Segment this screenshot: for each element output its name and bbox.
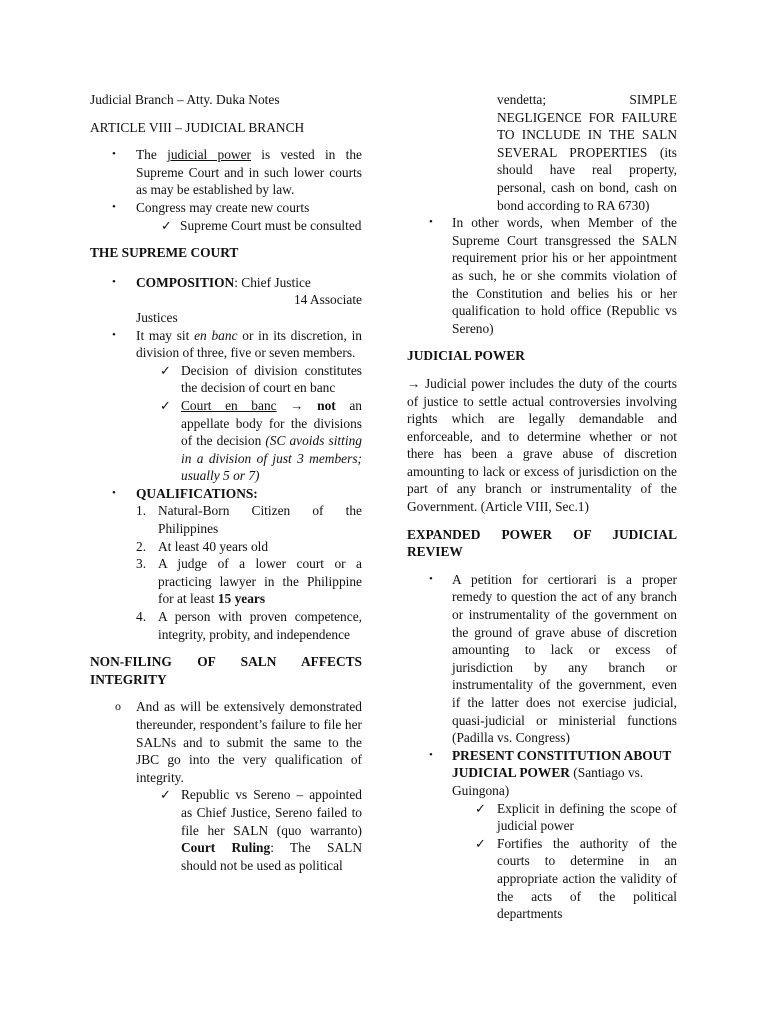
list-item: • COMPOSITION: Chief Justice 14 Associate Justices — [112, 274, 362, 325]
check-icon: ✓ — [475, 800, 486, 816]
circle-bullet-icon: o — [115, 699, 121, 714]
list-item: ✓ Court en banc → not an appellate body for the divisions of the decision (SC avoids sitting in a division of just 3 members; usually 5 or 7) — [160, 397, 362, 484]
list-item: 1. Natural-Born Citizen of the Philippines — [136, 503, 362, 537]
list-item-continuation: vendetta; SIMPLE NEGLIGENCE FOR FAILURE TO INCLUDE IN THE SALN SEVERAL PROPERTIES (its should have real property, personal, cash on bond, cash on bond according to RA 6730) — [497, 92, 677, 213]
bullet-icon: • — [429, 572, 433, 585]
check-icon: ✓ — [160, 362, 171, 378]
expanded-power-heading: EXPANDED POWER OF JUDICIAL REVIEW — [407, 526, 677, 560]
list-item: ✓ Decision of division constitutes the decision of court en banc — [160, 362, 362, 396]
list-item: o And as will be extensively demonstrated thereunder, respondent’s failure to file her SALNs and to submit the same to the JBC go into the very qualification of integrity. — [115, 699, 362, 785]
bullet-icon: • — [112, 328, 116, 341]
bullet-icon: • — [112, 148, 116, 161]
bullet-icon: • — [112, 200, 116, 213]
list-item: ✓ Republic vs Sereno – appointed as Chief Justice, Sereno failed to file her SALN (quo warranto) Court Ruling: The SALN should not be used as political — [160, 787, 362, 873]
bullet-icon: • — [429, 216, 433, 229]
check-icon: ✓ — [160, 787, 171, 803]
list-item: • The judicial power is vested in the Supreme Court and in such lower courts as may be established by law. — [112, 147, 362, 198]
right-column — [407, 91, 677, 923]
supreme-court-heading: THE SUPREME COURT — [90, 245, 239, 261]
list-number: 3. — [136, 556, 147, 572]
document-title: Judicial Branch – Atty. Duka Notes — [90, 92, 280, 107]
list-item: ✓ Fortifies the authority of the courts to determine in an appropriate action the validity of the acts of the political departments — [475, 835, 677, 922]
arrow-icon: → — [407, 375, 421, 391]
saln-heading: NON-FILING OF SALN AFFECTS INTEGRITY — [90, 654, 362, 687]
list-item: 3. A judge of a lower court or a practicing lawyer in the Philippine for at least 15 years — [136, 556, 362, 607]
list-item: • PRESENT CONSTITUTION ABOUT JUDICIAL POWER (Santiago vs. Guingona) — [429, 747, 672, 798]
list-item: ✓ Explicit in defining the scope of judicial power — [475, 800, 677, 834]
list-item: • In other words, when Member of the Supreme Court transgressed the SALN requirement prior his or her appointment as such, he or she commits violation of the Constitution and belies his or her qualification to hold office (Republic vs Sereno) — [429, 215, 677, 336]
bullet-icon: • — [429, 748, 433, 761]
bullet-icon: • — [112, 275, 116, 288]
list-number: 2. — [136, 538, 147, 554]
list-item: • Congress may create new courts — [112, 199, 310, 215]
judicial-power-term: judicial power — [167, 147, 251, 163]
list-item: ✓ Supreme Court must be consulted — [161, 217, 362, 233]
list-item: • A petition for certiorari is a proper remedy to question the act of any branch or instrumentality of the government on the ground of grave abuse of discretion amounting to lack or excess of jurisdiction by any branch or instrumentality of the government, even if the latter does not exercise judicial, quasi-judicial or ministerial functions (Padilla vs. Congress) — [429, 571, 677, 746]
check-icon: ✓ — [160, 397, 171, 413]
list-item: • It may sit en banc or in its discretion, in division of three, five or seven members. — [112, 327, 362, 361]
list-number: 1. — [136, 503, 147, 519]
judicial-power-heading: JUDICIAL POWER — [407, 348, 525, 364]
list-item: • QUALIFICATIONS: — [112, 485, 258, 501]
check-icon: ✓ — [475, 835, 486, 851]
article-heading: ARTICLE VIII – JUDICIAL BRANCH — [90, 119, 305, 135]
list-item: 4. A person with proven competence, integrity, probity, and independence — [136, 609, 362, 642]
list-number: 4. — [136, 609, 147, 625]
left-column — [90, 91, 362, 874]
bullet-icon: • — [112, 486, 116, 499]
court-ruling-label: Court Ruling — [181, 840, 271, 856]
list-item: 2. At least 40 years old — [136, 538, 269, 554]
judicial-power-definition: → Judicial power includes the duty of the courts of justice to settle actual controversies involving rights which are legally demandable and enforceable, and to determine whether or not there has been a grave abuse of discretion amounting to lack or excess of jurisdiction on the part of any branch or instrumentality of the Government. (Article VIII, Sec.1) — [407, 375, 677, 515]
check-icon: ✓ — [161, 217, 172, 233]
